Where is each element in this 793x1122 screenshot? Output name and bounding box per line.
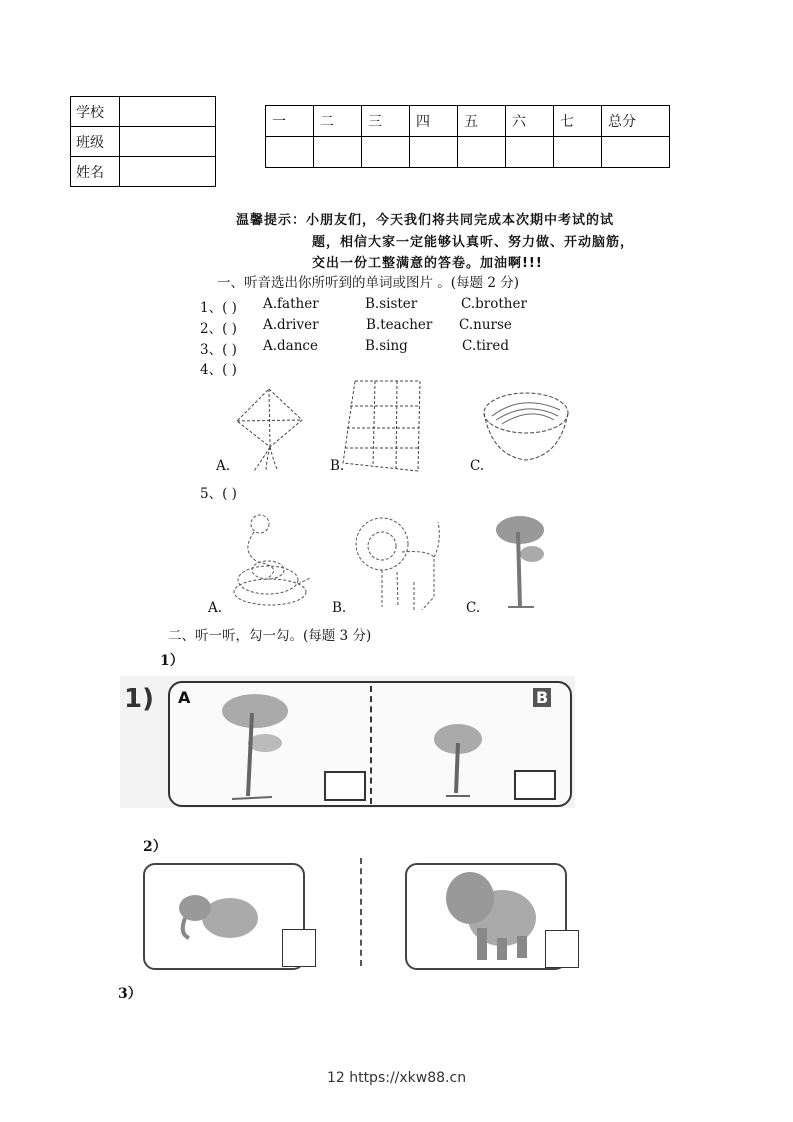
question-number: 2、( ): [200, 321, 237, 337]
question-number: 1、( ): [200, 300, 237, 316]
class-field[interactable]: [120, 127, 216, 157]
item-number: 1）: [160, 653, 184, 669]
score-cell[interactable]: [554, 137, 602, 168]
tip-label: 温馨提示：: [236, 213, 307, 228]
item-2-left-panel: [143, 863, 305, 970]
option-a[interactable]: A.driver: [263, 317, 319, 333]
score-header: 七: [554, 106, 602, 137]
small-elephant-icon: [175, 890, 265, 945]
info-label: 姓名: [71, 157, 120, 187]
school-field[interactable]: [120, 97, 216, 127]
option-b[interactable]: B.teacher: [366, 317, 433, 333]
big-elephant-icon: [442, 868, 542, 963]
tip-line-3: 交出一份工整满意的答卷。加油啊!!!: [312, 256, 543, 271]
score-header: 三: [362, 106, 410, 137]
score-header: 五: [458, 106, 506, 137]
check-box-b[interactable]: [514, 770, 556, 800]
picture-label: A.: [208, 600, 223, 616]
score-cell[interactable]: [314, 137, 362, 168]
tree-icon[interactable]: [490, 512, 550, 612]
question-number: 4、( ): [200, 362, 237, 378]
option-c[interactable]: C.nurse: [459, 317, 512, 333]
footer-page-url[interactable]: 12 https://xkw88.cn: [326, 1070, 467, 1086]
snake-icon[interactable]: [228, 512, 313, 607]
name-field[interactable]: [120, 157, 216, 187]
tip-line-2: 题，相信大家一定能够认真听、努力做、开动脑筋，: [312, 235, 635, 250]
item-1-panel: [120, 676, 575, 808]
option-c[interactable]: C.tired: [462, 338, 509, 354]
item-number: 2）: [143, 839, 167, 855]
question-number: 3、( ): [200, 342, 237, 358]
score-header: 四: [410, 106, 458, 137]
inner-item-number: 1): [124, 684, 154, 714]
option-a[interactable]: A.dance: [263, 338, 318, 354]
divider: [360, 858, 362, 966]
info-label: 班级: [71, 127, 120, 157]
item-number: 3）: [118, 986, 142, 1002]
score-cell-total[interactable]: [602, 137, 670, 168]
picture-label: C.: [470, 458, 485, 474]
kite-icon[interactable]: [232, 385, 312, 475]
noodle-bowl-icon[interactable]: [482, 388, 572, 468]
option-b[interactable]: B.sister: [365, 296, 418, 312]
score-header-total: 总分: [602, 106, 670, 137]
section-2-title: 二、听一听，勾一勾。(每题 3 分): [168, 628, 372, 644]
short-tree-icon: [430, 721, 490, 801]
score-cell[interactable]: [266, 137, 314, 168]
picture-label: B.: [332, 600, 347, 616]
picture-label: B.: [330, 458, 345, 474]
score-cell[interactable]: [362, 137, 410, 168]
score-header: 一: [266, 106, 314, 137]
tip-block: [236, 211, 614, 231]
student-info-table: [70, 96, 216, 187]
score-header: 六: [506, 106, 554, 137]
score-cell[interactable]: [506, 137, 554, 168]
score-header: 二: [314, 106, 362, 137]
option-label-b: B: [533, 688, 551, 707]
check-box-a[interactable]: [324, 771, 366, 801]
item-2-right-panel: [405, 863, 567, 970]
check-box-left[interactable]: [282, 929, 316, 967]
option-b[interactable]: B.sing: [365, 338, 408, 354]
picture-label: C.: [466, 600, 481, 616]
tall-tree-icon: [220, 691, 290, 801]
question-number: 5、( ): [200, 486, 237, 502]
score-table: [265, 105, 670, 168]
section-1-title: 一、听音选出你所听到的单词或图片 。(每题 2 分): [217, 275, 519, 291]
info-label: 学校: [71, 97, 120, 127]
option-c[interactable]: C.brother: [461, 296, 527, 312]
score-cell[interactable]: [458, 137, 506, 168]
check-box-right[interactable]: [545, 930, 579, 968]
lion-icon[interactable]: [352, 512, 452, 612]
picture-label: A.: [216, 458, 231, 474]
tip-line-1: 小朋友们，今天我们将共同完成本次期中考试的试: [306, 213, 615, 228]
score-cell[interactable]: [410, 137, 458, 168]
option-a[interactable]: A.father: [263, 296, 319, 312]
chocolate-bar-icon[interactable]: [340, 378, 425, 473]
option-label-a: A: [178, 688, 191, 707]
